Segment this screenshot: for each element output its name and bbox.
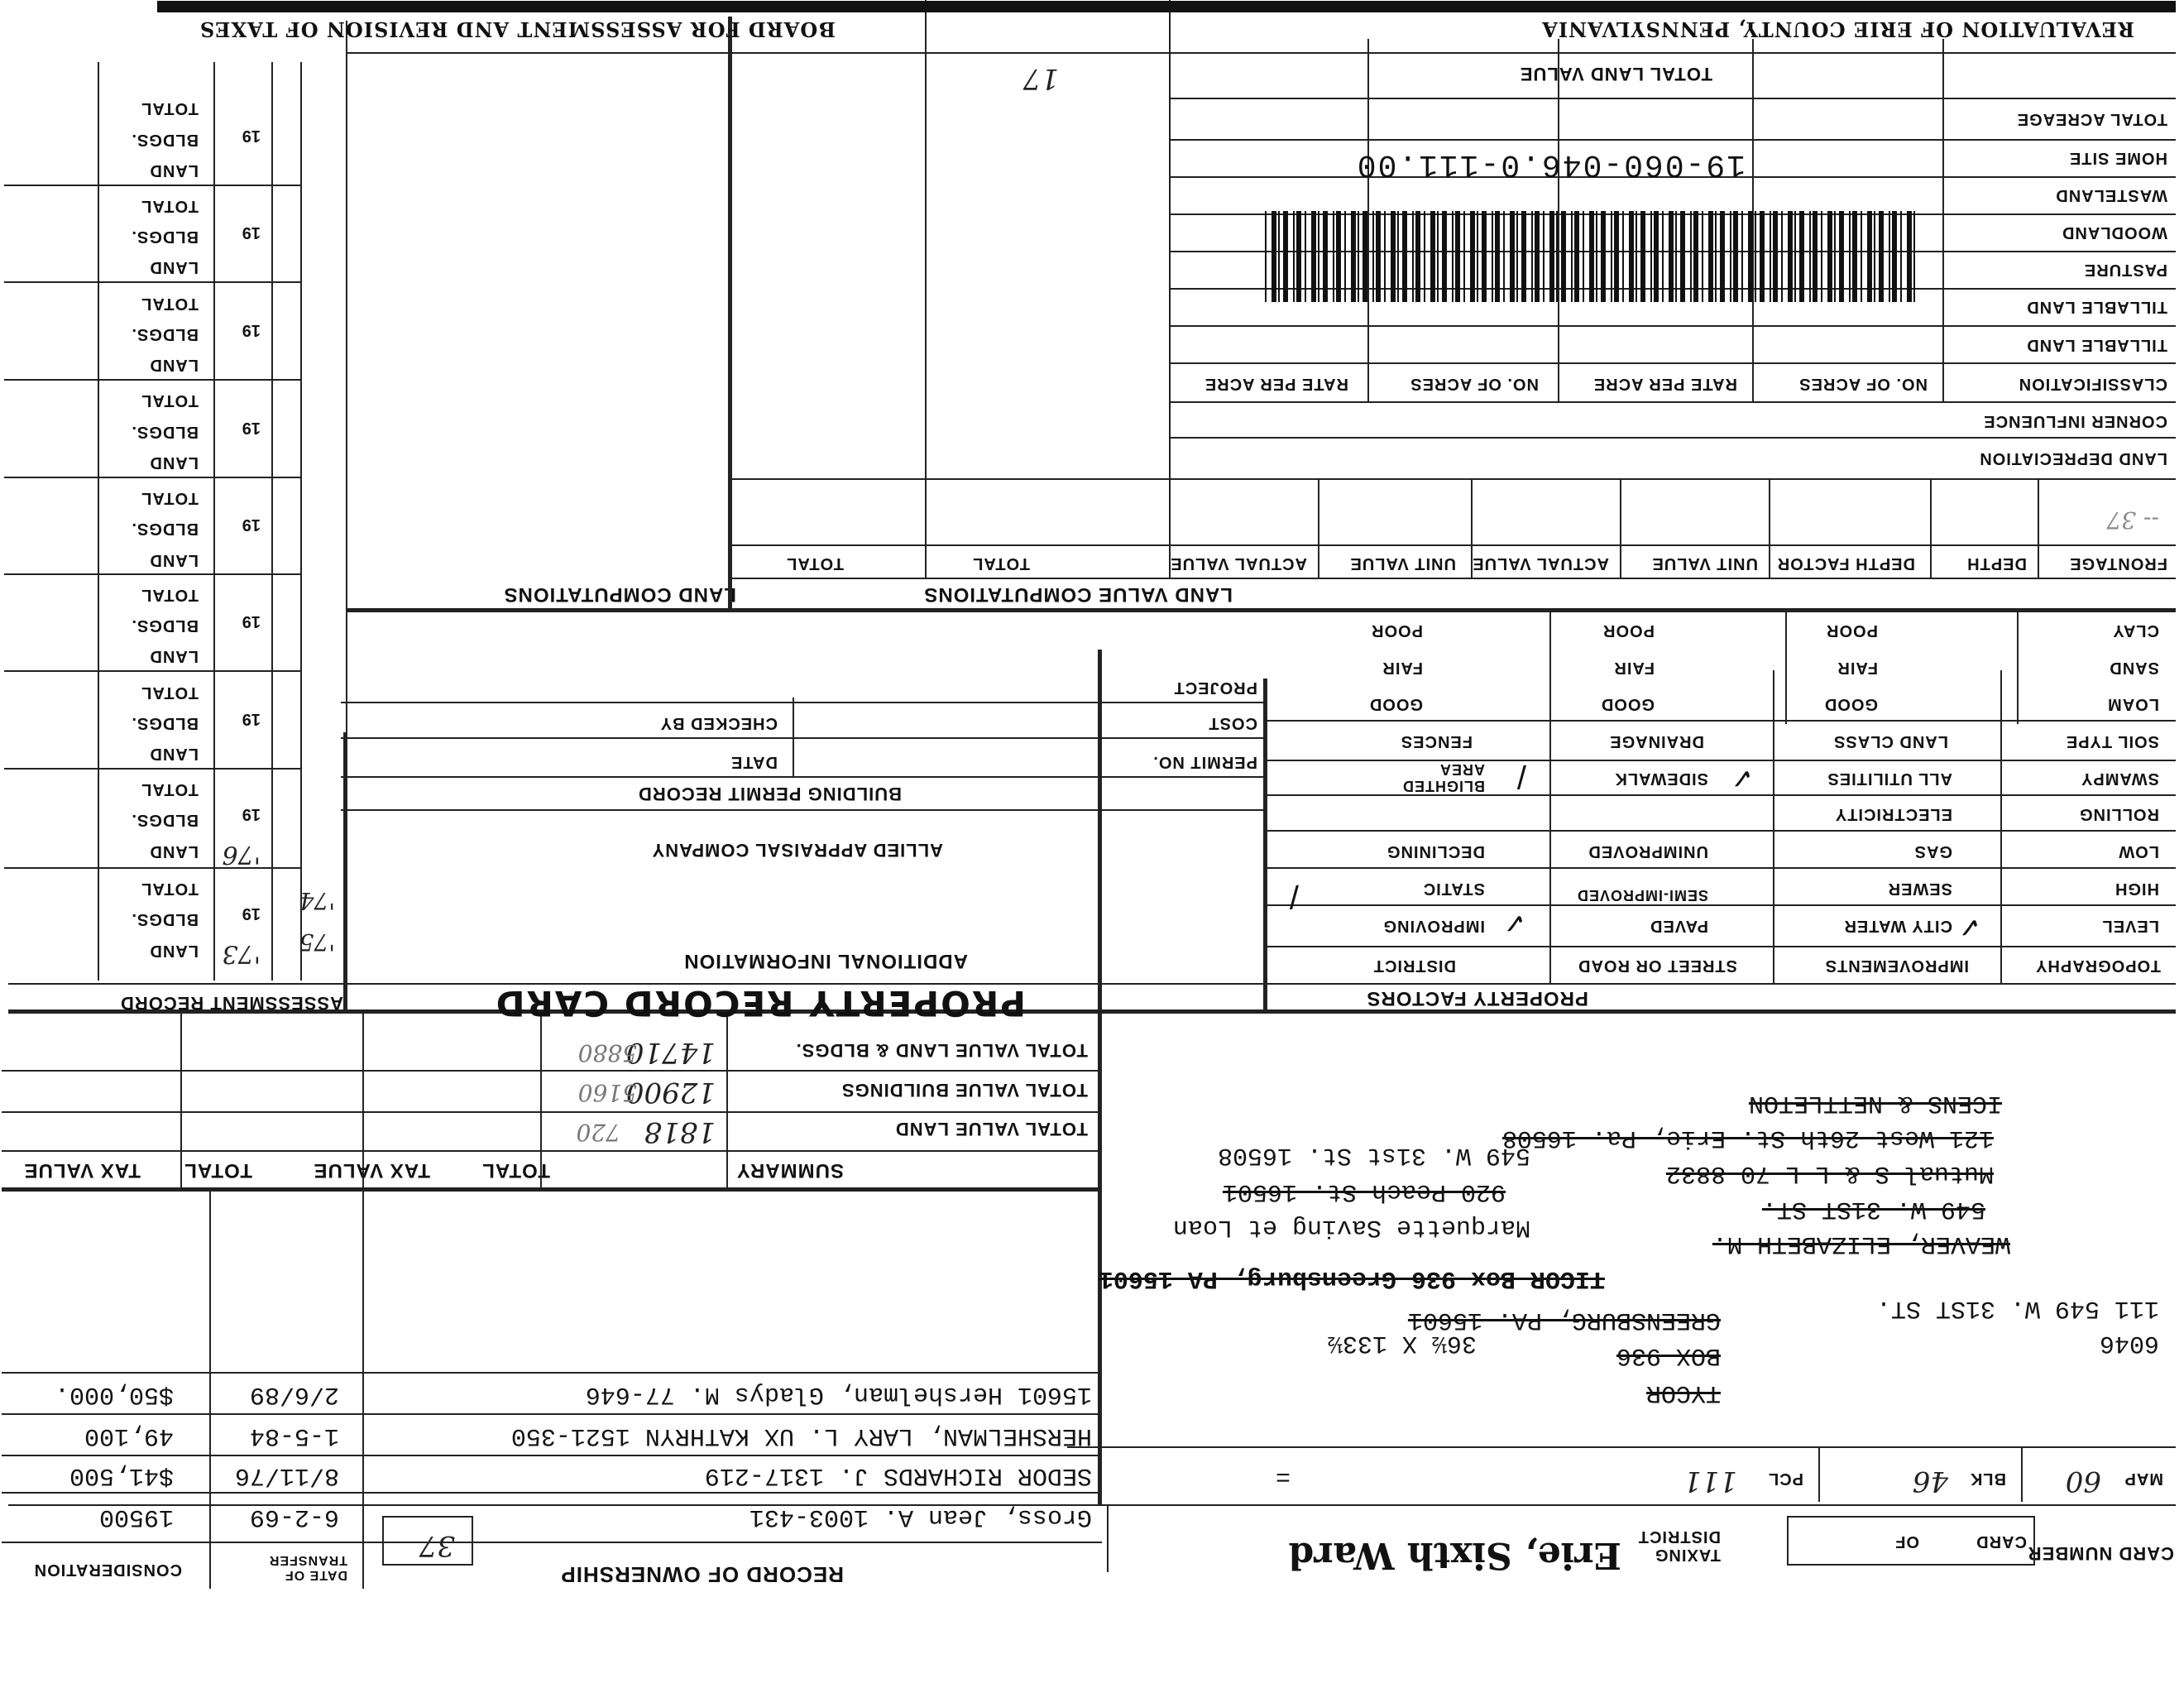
summary-row-3-tax: 5880 [577, 1039, 637, 1067]
ownership-owner-2: SEDOR RICHARDS J. 1317-219 [704, 1461, 1092, 1489]
summary-row-1-label: TOTAL VALUE LAND [894, 1119, 1088, 1139]
pf-static: STATIC [1422, 880, 1485, 898]
barcode-bar [1535, 211, 1540, 302]
barcode-bar [1482, 211, 1487, 302]
lv-pasture: PASTURE [2083, 261, 2167, 279]
topography-header: TOPOGRAPHY [2035, 957, 2161, 975]
barcode-bar [1849, 211, 1851, 302]
barcode-bar [1861, 211, 1862, 302]
soil-good-1: GOOD [1823, 695, 1878, 713]
summary-row-2-label: TOTAL VALUE BUILDINGS [841, 1080, 1088, 1101]
soil-poor-3: POOR [1371, 621, 1423, 640]
street-road-header: STREET OR ROAD [1578, 957, 1737, 975]
barcode-bar [1455, 211, 1460, 302]
assess-year-2: '76 [222, 840, 261, 869]
lv-header-unit-value-1: UNIT VALUE [1651, 554, 1758, 573]
map-value: 60 [2065, 1465, 2101, 1498]
barcode-bar [1452, 211, 1454, 302]
owner-ticor: TICOR Box 936 Greensburg, PA 15601 [1098, 1264, 1605, 1292]
lv-header-actual-value-2: ACTUAL VALUE [1170, 554, 1307, 573]
summary-row-1-tax: 720 [576, 1119, 620, 1146]
lot-size: 36½ X 133½ [1327, 1329, 1477, 1357]
ownership-owner-1: Gross, Jean A. 1003-431 [749, 1503, 1092, 1531]
assess-total-4: TOTAL [141, 586, 199, 604]
barcode-bar [1351, 211, 1356, 302]
summary-total-header: TOTAL [481, 1159, 550, 1182]
assess-bldgs-6: BLDGS. [131, 423, 199, 441]
allied-appraisal-label: ALLIED APPRAISAL COMPANY [651, 840, 943, 861]
assess-bldgs-8: BLDGS. [131, 228, 199, 246]
summary-row-3-label: TOTAL VALUE LAND & BLDGS. [795, 1040, 1088, 1061]
ownership-consideration-3: 49,100 [84, 1422, 174, 1450]
soil-fair-2: FAIR [1613, 659, 1655, 677]
barcode-bar [1614, 211, 1619, 302]
assess-land-4: LAND [149, 647, 199, 665]
barcode-bar [1596, 211, 1597, 302]
barcode-bar [1693, 211, 1698, 302]
barcode-bar [1278, 211, 1280, 302]
ownership-consideration-4: $50,000. [54, 1380, 174, 1408]
date-of-transfer-header: DATE OF TRANSFER [268, 1553, 347, 1582]
assess-year-prefix-1: 19 [242, 904, 261, 923]
barcode-bar [1654, 211, 1659, 302]
assess-land-6: LAND [149, 453, 199, 472]
barcode-bar [1589, 211, 1594, 302]
ownership-consideration-1: 19500 [98, 1503, 174, 1531]
barcode-bar [1272, 211, 1276, 302]
barcode-bar [1510, 211, 1515, 302]
barcode-bar [1702, 211, 1703, 302]
barcode-bar [1788, 211, 1793, 302]
barcode-bar [1531, 211, 1533, 302]
blk-label: BLK [1969, 1470, 2006, 1488]
lv-header-depth-factor: DEPTH FACTOR [1776, 554, 1915, 573]
barcode-bar [1650, 211, 1652, 302]
barcode-bar [1892, 211, 1897, 302]
barcode-bar [1412, 211, 1414, 302]
pcl-label: PCL [1768, 1470, 1803, 1488]
barcode-bar [1372, 211, 1374, 302]
consideration-header: CONSIDERATION [33, 1561, 182, 1579]
lv-header-depth: DEPTH [1966, 554, 2027, 573]
assess-total-3: TOTAL [141, 683, 199, 702]
barcode-bar [1391, 211, 1396, 302]
assess-year-prefix-2: 19 [242, 805, 261, 823]
ownership-owner-3: HERSHELMAN, LARY L. UX KATHRYN 1521-350 [510, 1422, 1092, 1450]
land-value-title: LAND VALUE COMPUTATIONS [923, 583, 1233, 606]
property-factors-title: PROPERTY FACTORS [1366, 987, 1588, 1009]
barcode-bar [1293, 211, 1295, 302]
of-label: OF [1894, 1532, 1919, 1551]
pf-improving: IMPROVING [1382, 917, 1485, 935]
barcode-bar [1907, 211, 1912, 302]
assess-land-5: LAND [149, 551, 199, 569]
pf-sewer: SEWER [1887, 880, 1952, 898]
ownership-title: RECORD OF OWNERSHIP [560, 1562, 844, 1587]
soil-good-2: GOOD [1600, 695, 1655, 713]
land-computations-title: LAND COMPUTATIONS [503, 583, 736, 606]
additional-info-label: ADDITIONAL INFORMATION [683, 950, 968, 972]
barcode-bar [1821, 211, 1822, 302]
pf-unimproved: UNIMPROVED [1588, 842, 1708, 861]
owner-weaver: WEAVER, ELIZABETH M. [1712, 1230, 2010, 1258]
assess-bldgs-3: BLDGS. [131, 714, 199, 732]
district-header: DISTRICT [1372, 957, 1456, 975]
barcode-bar [1543, 211, 1545, 302]
owner-box-936: BOX 936 [1616, 1341, 1721, 1369]
assess-year-prefix-3: 19 [242, 710, 261, 728]
assess-total-8: TOTAL [141, 197, 199, 215]
assess-year-prefix-9: 19 [242, 127, 261, 145]
card-no-handwritten: 37 [419, 1529, 455, 1562]
assess-land-7: LAND [149, 356, 199, 374]
barcode-bar [1495, 211, 1500, 302]
soil-sand: SAND [2109, 659, 2159, 677]
lv-tillable-land-1: TILLABLE LAND [2026, 336, 2167, 354]
pf-gas: GAS [1913, 842, 1952, 861]
soil-fair-3: FAIR [1382, 659, 1423, 677]
barcode-bar [1773, 211, 1778, 302]
lv-header-unit-value-2: UNIT VALUE [1349, 554, 1456, 573]
lv-corner-influence: CORNER INFLUENCE [1983, 412, 2167, 430]
summary-row-2-total: 12900 [625, 1076, 716, 1109]
assess-land-8: LAND [149, 258, 199, 276]
lv-rate-per-acre-1: RATE PER ACRE [1592, 375, 1737, 393]
barcode-bar [1755, 211, 1756, 302]
barcode-bar [1503, 211, 1505, 302]
check-sidewalk: ✓ [1730, 762, 1754, 794]
record-card-title: PROPERTY RECORD CARD [494, 983, 1026, 1024]
lv-rate-per-acre-2: RATE PER ACRE [1204, 375, 1348, 393]
barcode-bar [1708, 211, 1713, 302]
barcode-bar [1611, 211, 1612, 302]
summary-tax-value-header: TAX VALUE [313, 1159, 430, 1182]
assess-side-year-2: '74 [299, 887, 335, 914]
barcode-bar [1430, 211, 1435, 302]
map-label: MAP [2124, 1470, 2163, 1488]
barcode-bar [1879, 211, 1884, 302]
assess-year-1: '73 [222, 939, 261, 968]
taxing-district-label: TAXING DISTRICT [1637, 1527, 1721, 1564]
assess-year-prefix-5: 19 [242, 516, 261, 534]
total-land-value-hw: 17 [1023, 62, 1059, 95]
right-total-header: TOTAL [184, 1159, 252, 1182]
drainage-header: DRAINAGE [1609, 732, 1704, 750]
barcode-bar [1358, 211, 1359, 302]
barcode-bar [1521, 211, 1526, 302]
top-border-bar [157, 1, 2176, 12]
lv-no-of-acres-1: NO. OF ACRES [1798, 375, 1928, 393]
barcode-bar [1333, 211, 1334, 302]
cost-label: COST [1208, 714, 1257, 732]
owner-weaver-address: 549 W. 31ST ST. [1761, 1195, 1985, 1223]
barcode-bar [1760, 211, 1765, 302]
owner-greensburg: GREENSBURG, PA. 15601 [1407, 1306, 1721, 1334]
pf-all-utilities: ALL UTILITIES [1827, 770, 1952, 788]
land-class-header: LAND CLASS [1833, 732, 1948, 750]
blk-value: 46 [1912, 1465, 1948, 1498]
barcode-bar [1305, 211, 1306, 302]
date-label: DATE [730, 753, 778, 771]
card-number-label: CARD NUMBER [2027, 1543, 2174, 1564]
barcode-bar [1874, 211, 1875, 302]
barcode-bar [1675, 211, 1677, 302]
assess-land-3: LAND [149, 745, 199, 763]
assess-total-5: TOTAL [141, 489, 199, 507]
barcode-bar [1477, 211, 1478, 302]
assess-bldgs-4: BLDGS. [131, 616, 199, 635]
pf-paved: PAVED [1650, 917, 1708, 935]
barcode-bar [1741, 211, 1743, 302]
barcode-bar [1470, 211, 1475, 302]
lv-header-total-1: TOTAL [972, 554, 1030, 573]
owner-icens: ICENS & NETTLETON [1748, 1089, 2002, 1117]
barcode-bar [1867, 211, 1872, 302]
assess-bldgs-7: BLDGS. [131, 325, 199, 343]
barcode-bar [1799, 211, 1804, 302]
barcode-bar [1283, 211, 1288, 302]
barcode-bar [1733, 211, 1738, 302]
assess-total-2: TOTAL [141, 780, 199, 798]
assess-year-prefix-7: 19 [242, 321, 261, 339]
barcode-bar [1463, 211, 1465, 302]
barcode-bar [1516, 211, 1518, 302]
assess-side-year-1: '75 [299, 928, 335, 956]
barcode-bar [1437, 211, 1439, 302]
fences-header: FENCES [1400, 732, 1473, 750]
building-permit-label: BUILDING PERMIT RECORD [638, 784, 902, 804]
barcode-bar [1397, 211, 1399, 302]
soil-good-3: GOOD [1368, 695, 1423, 713]
barcode-bar [1265, 211, 1267, 302]
soil-type-header: SOIL TYPE [2065, 732, 2159, 750]
pf-declining: DECLINING [1387, 842, 1485, 861]
header-right-title: BOARD FOR ASSESSMENT AND REVISION OF TAXES [199, 17, 836, 41]
assess-bldgs-5: BLDGS. [131, 520, 199, 538]
barcode-bar [1561, 211, 1566, 302]
ownership-date-2: 8/11/76 [234, 1461, 339, 1489]
barcode-bar [1363, 211, 1367, 302]
barcode-bar [1715, 211, 1717, 302]
barcode-bar [1601, 211, 1606, 302]
total-land-value-label: TOTAL LAND VALUE [1519, 64, 1712, 84]
ownership-date-3: 1-5-84 [249, 1422, 339, 1450]
barcode-bar [1640, 211, 1645, 302]
barcode-bar [1492, 211, 1493, 302]
assess-total-7: TOTAL [141, 295, 199, 313]
permit-no-label: PERMIT NO. [1152, 753, 1257, 771]
lot-number: 6046 [2099, 1329, 2159, 1357]
owner-mutual: Mutual S & L L-70-8832 [1665, 1159, 1994, 1187]
owner-peach: 920 Peach St. 16501 [1222, 1177, 1506, 1206]
barcode-bar [1748, 211, 1753, 302]
lv-classification: CLASSIFICATION [2018, 375, 2167, 393]
right-tax-value-header: TAX VALUE [23, 1159, 141, 1182]
barcode-bar [1376, 211, 1381, 302]
equals-mark: = [1275, 1461, 1291, 1489]
check-improving: / [1289, 878, 1299, 914]
assess-total-6: TOTAL [141, 391, 199, 410]
assess-year-prefix-4: 19 [242, 612, 261, 631]
pf-electricity: ELECTRICITY [1834, 805, 1952, 823]
check-paved: ✓ [1502, 907, 1526, 938]
pf-blighted-area: BLIGHTED AREA [1402, 761, 1485, 794]
assess-total-1: TOTAL [141, 880, 199, 898]
ownership-date-4: 2/6/89 [249, 1380, 339, 1408]
pcl-value: 111 [1684, 1465, 1737, 1498]
assess-bldgs-1: BLDGS. [131, 910, 199, 928]
barcode-bar [1827, 211, 1832, 302]
barcode-bar [1680, 211, 1685, 302]
barcode-bar [1415, 211, 1420, 302]
pf-level: LEVEL [2101, 917, 2159, 935]
owner-31st: 549 W. 31st St. 16508 [1217, 1141, 1530, 1169]
assess-year-prefix-6: 19 [242, 419, 261, 437]
assess-land-1: LAND [149, 942, 199, 960]
barcode-bar [1730, 211, 1731, 302]
barcode-bar [1813, 211, 1818, 302]
lv-tillable-land-2: TILLABLE LAND [2026, 298, 2167, 316]
owner-marquette: Marquette Saving et Loan [1172, 1213, 1530, 1241]
pf-semi-improved: SEMI-IMPROVED [1576, 887, 1708, 904]
barcode-bar [1622, 211, 1624, 302]
lv-no-of-acres-2: NO. OF ACRES [1410, 375, 1539, 393]
taxing-district-value: Erie, Sixth Ward [1288, 1534, 1621, 1576]
assessment-title: ASSESSMENT RECORD [119, 993, 343, 1014]
lv-header-total-2: TOTAL [786, 554, 844, 573]
barcode-bar [1852, 211, 1857, 302]
lv-frontage-value: -- 37 [2106, 506, 2159, 534]
assess-year-prefix-8: 19 [242, 223, 261, 242]
ownership-consideration-2: $41,500 [69, 1461, 174, 1489]
barcode-bar [1834, 211, 1836, 302]
improvements-header: IMPROVEMENTS [1824, 957, 1969, 975]
barcode-bar [1571, 211, 1573, 302]
barcode-bar [1549, 211, 1554, 302]
barcode-bar [1770, 211, 1771, 302]
barcode-bar [1556, 211, 1558, 302]
barcode-bar [1442, 211, 1447, 302]
summary-row-3-total: 14710 [625, 1036, 716, 1069]
lv-wasteland: WASTELAND [2055, 186, 2167, 204]
pf-high: HIGH [2115, 880, 2159, 898]
barcode-bar [1669, 211, 1674, 302]
ownership-date-1: 6-2-69 [249, 1503, 339, 1531]
barcode-bar [1662, 211, 1664, 302]
barcode-bar [1574, 211, 1579, 302]
barcode-bar [1402, 211, 1407, 302]
barcode-bar [1889, 211, 1890, 302]
barcode-bar [1794, 211, 1796, 302]
barcode-bar [1690, 211, 1692, 302]
checked-by-label: CHECKED BY [659, 714, 778, 732]
summary-row-1-total: 1818 [644, 1115, 716, 1149]
pf-sidewalk: SIDEWALK [1614, 770, 1708, 788]
address-line: 111 549 W. 31ST ST. [1875, 1294, 2159, 1322]
barcode-bar [1809, 211, 1811, 302]
barcode-bar [1839, 211, 1844, 302]
lv-header-frontage: FRONTAGE [2069, 554, 2167, 573]
soil-poor-1: POOR [1826, 621, 1878, 640]
assess-land-9: LAND [149, 161, 199, 180]
barcode-bar [1583, 211, 1584, 302]
owner-121-west: 121 West 26th St. Erie, Pa. 16508 [1502, 1124, 1994, 1152]
barcode-bar [1900, 211, 1902, 302]
pf-swampy: SWAMPY [2081, 770, 2159, 788]
assess-land-2: LAND [149, 842, 199, 861]
summary-header: SUMMARY [735, 1159, 844, 1182]
soil-poor-2: POOR [1602, 621, 1655, 640]
check-blighted: / [1516, 758, 1526, 794]
lv-home-site: HOME SITE [2068, 149, 2167, 167]
barcode-bar [1629, 211, 1634, 302]
parcel-id: 19-060-046.0-111.00 [1355, 146, 1746, 182]
check-city-water: ✓ [1957, 911, 1981, 942]
ownership-owner-4: 15601 Hershelman, Gladys M. 77-646 [585, 1380, 1092, 1408]
soil-fair-1: FAIR [1837, 659, 1878, 677]
owner-tycor: TYCOR [1645, 1379, 1721, 1407]
project-label: PROJECT [1173, 679, 1257, 697]
pf-rolling: ROLLING [2079, 805, 2159, 823]
barcode-bar [1296, 211, 1301, 302]
barcode-bar [1323, 211, 1328, 302]
lv-woodland: WOODLAND [2062, 223, 2167, 242]
assess-bldgs-2: BLDGS. [131, 811, 199, 829]
barcode-bar [1311, 211, 1316, 302]
soil-clay: CLAY [2112, 621, 2159, 640]
barcode-bar [1384, 211, 1386, 302]
barcode-bar [1344, 211, 1346, 302]
lv-land-depreciation: LAND DEPRECIATION [1979, 449, 2167, 468]
card-label: CARD [1976, 1532, 2027, 1551]
assess-total-9: TOTAL [141, 99, 199, 117]
barcode-bar [1424, 211, 1425, 302]
barcode-bar [1913, 211, 1915, 302]
barcode-bar [1781, 211, 1783, 302]
header-left-title: REVALUATION OF ERIE COUNTY, PENNSYLVANIA [1541, 17, 2134, 41]
pf-city-water: CITY WATER [1843, 917, 1952, 935]
lv-total-acreage: TOTAL ACREAGE [2016, 110, 2167, 128]
barcode-bar [1336, 211, 1341, 302]
parcel-barcode [1253, 211, 1915, 302]
barcode-bar [1720, 211, 1725, 302]
lv-header-actual-value-1: ACTUAL VALUE [1472, 554, 1609, 573]
summary-row-2-tax: 5160 [577, 1079, 637, 1106]
soil-loam: LOAM [2107, 695, 2159, 713]
assess-bldgs-9: BLDGS. [131, 131, 199, 149]
barcode-bar [1636, 211, 1637, 302]
barcode-bar [1318, 211, 1320, 302]
pf-low: LOW [2118, 842, 2159, 861]
